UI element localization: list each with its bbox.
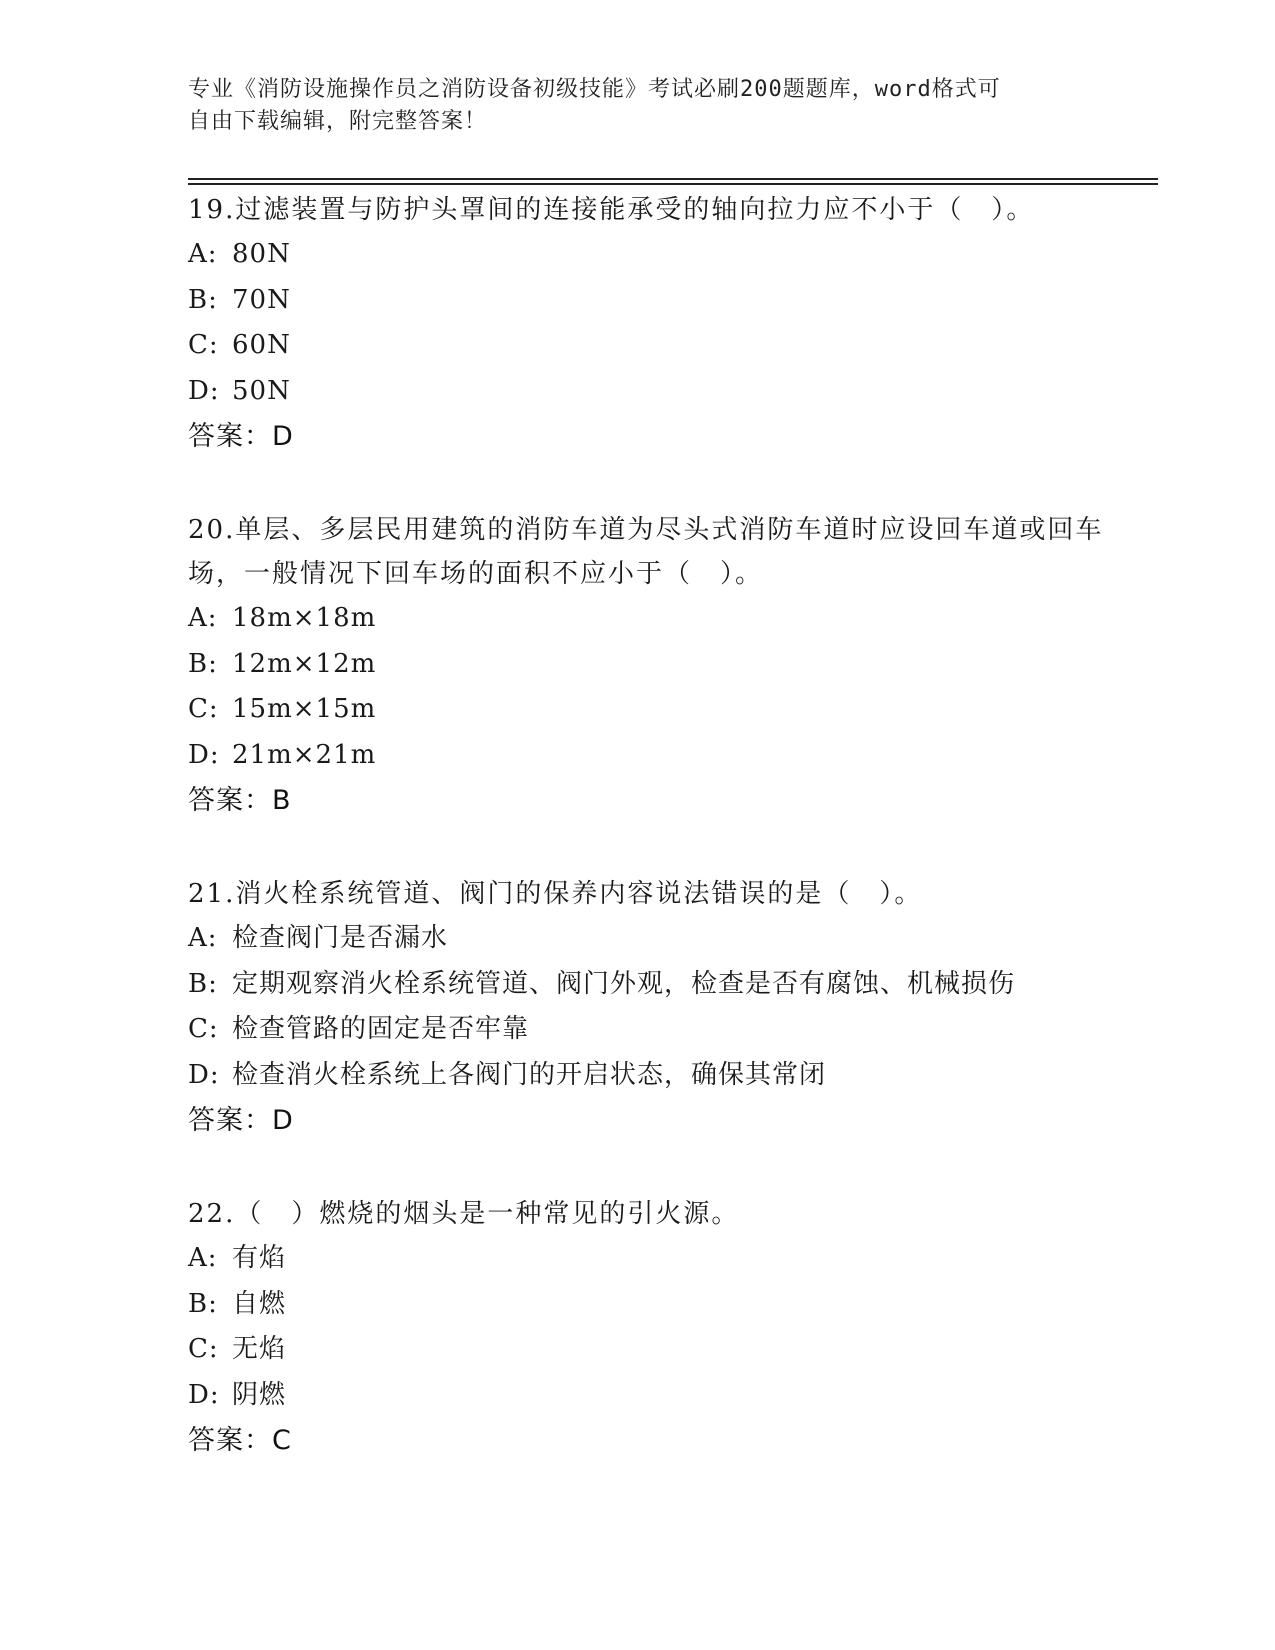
- option-d: [188, 369, 1108, 415]
- question-text: 20.单层、多层民用建筑的消防车道为尽头式消防车道时应设回车道或回车场，一般情况下回车场的面积不应小于（ ）。: [188, 515, 1104, 589]
- option-label: C:: [188, 694, 219, 725]
- question-22: [188, 1192, 1108, 1464]
- option-text: 检查消火栓系统上各阀门的开启状态，确保其常闭: [232, 1059, 827, 1090]
- option-text: 自燃: [232, 1288, 287, 1319]
- option-text: 12m×12m: [232, 648, 377, 679]
- option-label: D:: [188, 1059, 220, 1090]
- option-a: [188, 232, 1108, 278]
- option-d: [188, 1373, 1108, 1419]
- option-c: [188, 687, 1108, 733]
- option-label: B:: [188, 968, 218, 999]
- option-text: 定期观察消火栓系统管道、阀门外观，检查是否有腐蚀、机械损伤: [232, 968, 1016, 999]
- option-text: 60N: [232, 330, 291, 361]
- option-a: [188, 596, 1108, 642]
- option-c: [188, 323, 1108, 369]
- question-21: [188, 872, 1108, 1144]
- header-line-2: 自由下载编辑，附完整答案！: [188, 109, 488, 134]
- option-text: 检查管路的固定是否牢靠: [232, 1014, 530, 1045]
- header-divider-bottom: [188, 183, 1158, 185]
- option-label: A:: [188, 923, 218, 953]
- option-a: [188, 916, 1108, 962]
- document-header: [188, 74, 1068, 138]
- option-label: C:: [188, 330, 219, 361]
- option-label: A:: [188, 1243, 218, 1273]
- header-line-1: 专业《消防设施操作员之消防设备初级技能》考试必刷200题题库，word格式可: [188, 77, 1001, 102]
- question-text: 22.（ ）燃烧的烟头是一种常见的引火源。: [188, 1199, 740, 1229]
- option-label: B:: [188, 284, 218, 315]
- option-d: [188, 733, 1108, 779]
- option-label: B:: [188, 1288, 218, 1319]
- option-text: 阴燃: [232, 1379, 287, 1410]
- question-20: [188, 508, 1108, 824]
- option-text: 80N: [232, 239, 291, 269]
- option-label: C:: [188, 1014, 219, 1045]
- answer-line: 答案：D: [188, 421, 294, 453]
- option-label: C:: [188, 1334, 219, 1365]
- option-d: [188, 1053, 1108, 1099]
- question-19: [188, 188, 1108, 460]
- option-label: D:: [188, 375, 220, 406]
- option-text: 无焰: [232, 1334, 287, 1365]
- option-label: A:: [188, 239, 218, 269]
- answer-line: 答案：D: [188, 1105, 294, 1137]
- option-label: D:: [188, 739, 220, 770]
- answer-line: 答案：C: [188, 1425, 292, 1457]
- option-text: 18m×18m: [232, 603, 377, 633]
- option-label: D:: [188, 1379, 220, 1410]
- option-text: 21m×21m: [232, 739, 377, 770]
- option-text: 15m×15m: [232, 694, 377, 725]
- option-b: [188, 278, 1108, 324]
- answer-line: 答案：B: [188, 785, 292, 817]
- option-label: A:: [188, 603, 218, 633]
- question-text: 19.过滤装置与防护头罩间的连接能承受的轴向拉力应不小于（ ）。: [188, 195, 1035, 225]
- option-text: 50N: [232, 375, 291, 406]
- option-c: [188, 1007, 1108, 1053]
- option-b: [188, 1282, 1108, 1328]
- option-text: 70N: [232, 284, 291, 315]
- question-text: 21.消火栓系统管道、阀门的保养内容说法错误的是（ ）。: [188, 879, 923, 909]
- option-label: B:: [188, 648, 218, 679]
- option-b: [188, 962, 1108, 1008]
- option-text: 有焰: [232, 1243, 287, 1273]
- header-divider-top: [188, 178, 1158, 180]
- option-b: [188, 642, 1108, 688]
- option-text: 检查阀门是否漏水: [232, 923, 449, 953]
- option-a: [188, 1236, 1108, 1282]
- option-c: [188, 1327, 1108, 1373]
